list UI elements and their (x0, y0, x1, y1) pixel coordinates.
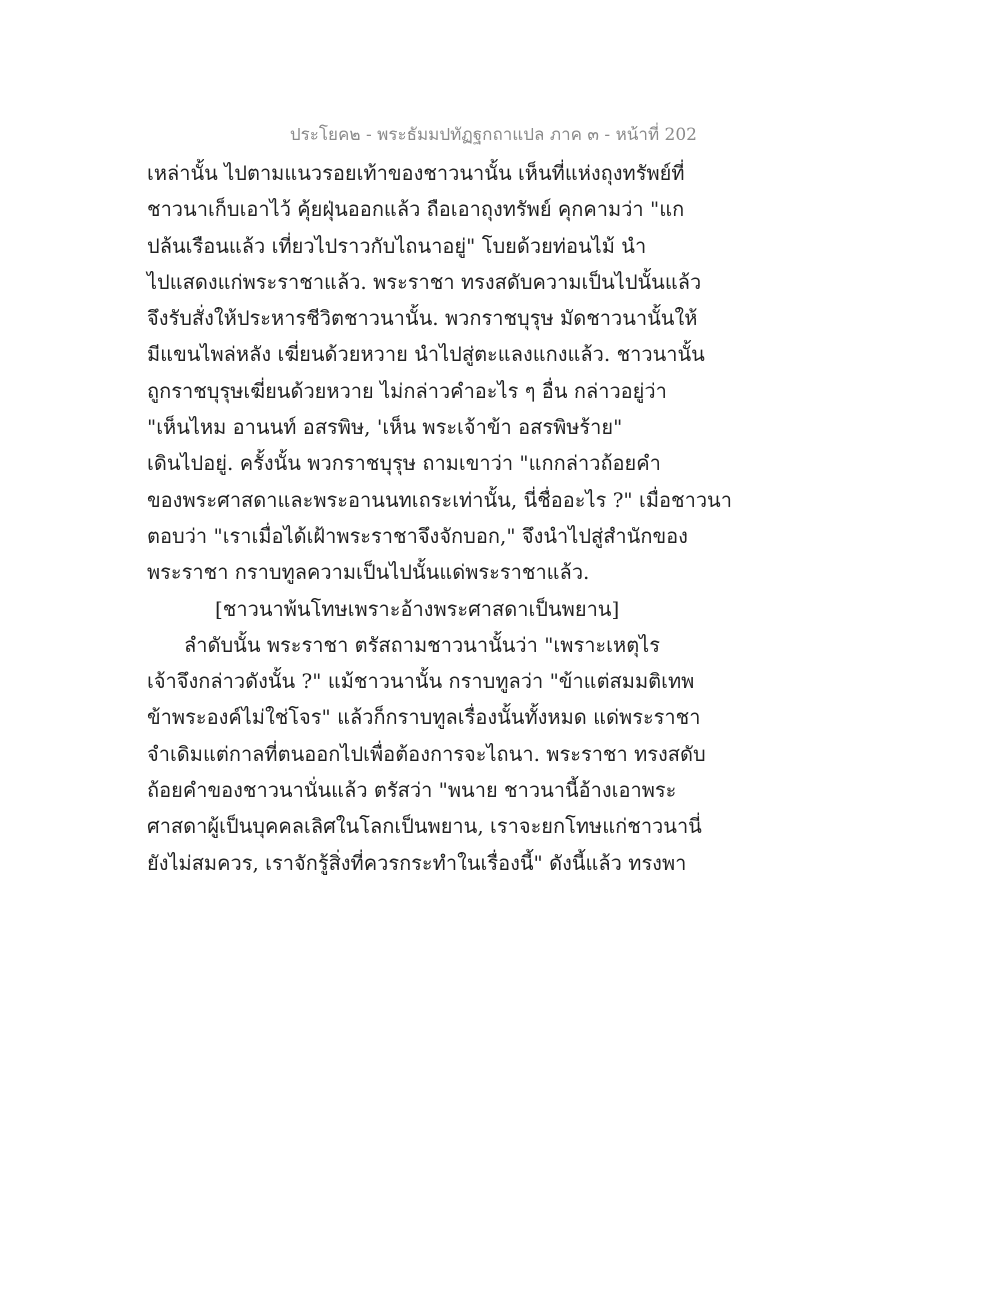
text-line: ตอบว่า "เราเมื่อได้เฝ้าพระราชาจึงจักบอก," จึงนำไปสู่สำนักของ (147, 523, 688, 548)
text-line: ศาสดาผู้เป็นบุคคลเลิศในโลกเป็นพยาน, เราจะยกโทษแก่ชาวนานี่ (147, 814, 702, 839)
text-line: ถูกราชบุรุษเฆี่ยนด้วยหวาย ไม่กล่าวคำอะไร ๆ อื่น กล่าวอยู่ว่า (147, 378, 667, 403)
text-line: เหล่านั้น ไปตามแนวรอยเท้าของชาวนานั้น เห็นที่แห่งถุงทรัพย์ที่ (147, 161, 685, 185)
text-line: ข้าพระองค์ไม่ใช่โจร" แล้วก็กราบทูลเรื่องนั้นทั้งหมด แด่พระราชา (147, 705, 701, 730)
text-line: จึงรับสั่งให้ประหารชีวิตชาวนานั้น. พวกราชบุรุษ มัดชาวนานั้นให้ (147, 306, 698, 331)
text-line: จำเดิมแต่กาลที่ตนออกไปเพื่อต้องการจะไถนา. พระราชา ทรงสดับ (147, 741, 706, 766)
text-line: มีแขนไพล่หลัง เฆี่ยนด้วยหวาย นำไปสู่ตะแลงแกงแล้ว. ชาวนานั้น (147, 342, 705, 367)
text-line: เดินไปอยู่. ครั้งนั้น พวกราชบุรุษ ถามเขาว่า "แกกล่าวถ้อยคำ (147, 451, 661, 476)
text-line: ถ้อยคำของชาวนานั่นแล้ว ตรัสว่า "พนาย ชาวนานี้อ้างเอาพระ (147, 778, 677, 803)
text-line: ชาวนาเก็บเอาไว้ คุ้ยฝุ่นออกแล้ว ถือเอาถุงทรัพย์ คุกคามว่า "แก (147, 197, 685, 222)
text-line: เจ้าจึงกล่าวดังนั้น ?" แม้ชาวนานั้น กราบทูลว่า "ข้าแต่สมมติเทพ (147, 669, 695, 694)
running-header: ประโยค๒ - พระธัมมปทัฏฐกถาแปล ภาค ๓ - หน้าที่ 202 (289, 125, 697, 145)
text-line: พระราชา กราบทูลความเป็นไปนั้นแด่พระราชาแล้ว. (147, 560, 590, 585)
text-line: ยังไม่สมควร, เราจักรู้สิ่งที่ควรกระทำในเรื่องนี้" ดังนี้แล้ว ทรงพา (147, 850, 687, 875)
text-line: "เห็นไหม อานนท์ อสรพิษ, 'เห็น พระเจ้าข้า อสรพิษร้าย" (147, 415, 623, 440)
text-line: ปล้นเรือนแล้ว เที่ยวไปราวกับไถนาอยู่" โบยด้วยท่อนไม้ นำ (147, 233, 647, 258)
text-line: ลำดับนั้น พระราชา ตรัสถามชาวนานั้นว่า "เพราะเหตุไร (184, 632, 660, 657)
text-line: ของพระศาสดาและพระอานนทเถระเท่านั้น, นี่ชื่ออะไร ?" เมื่อชาวนา (147, 487, 732, 512)
text-line: ไปแสดงแก่พระราชาแล้ว. พระราชา ทรงสดับความเป็นไปนั้นแล้ว (147, 269, 702, 294)
body-text (147, 155, 732, 881)
section-heading: [ชาวนาพ้นโทษเพราะอ้างพระศาสดาเป็นพยาน] (215, 596, 620, 621)
